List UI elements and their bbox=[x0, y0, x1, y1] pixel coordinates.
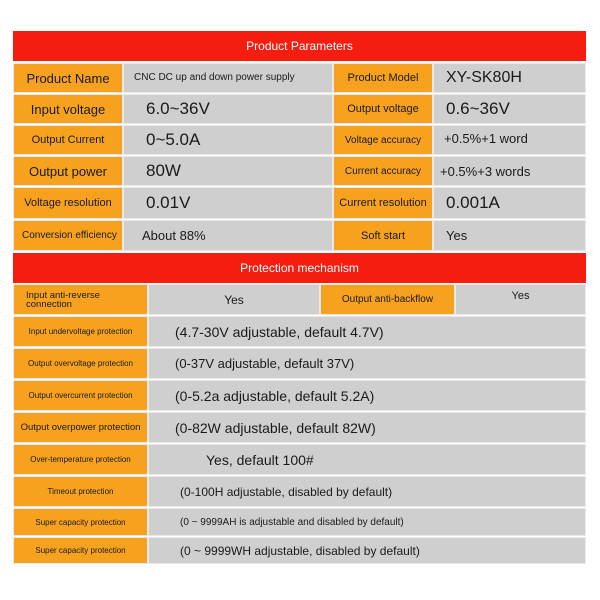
spec-sheet bbox=[13, 31, 586, 564]
param-label-input-voltage: Input voltage bbox=[13, 94, 123, 124]
prot-label-super-capacity-ah: Super capacity protection bbox=[13, 508, 148, 536]
param-label-output-voltage: Output voltage bbox=[333, 94, 433, 124]
prot-label-input-anti-reverse: Input anti-reverse connection bbox=[13, 284, 148, 315]
param-label-output-current: Output Current bbox=[13, 125, 123, 155]
prot-value-input-undervoltage: (4.7-30V adjustable, default 4.7V) bbox=[148, 316, 586, 347]
param-value-voltage-accuracy: +0.5%+1 word bbox=[433, 125, 586, 155]
prot-label-output-overcurrent: Output overcurrent protection bbox=[13, 380, 148, 411]
param-value-voltage-resolution: 0.01V bbox=[123, 187, 333, 219]
prot-label-over-temperature: Over-temperature protection bbox=[13, 444, 148, 475]
param-value-product-model: XY-SK80H bbox=[433, 63, 586, 93]
prot-value-output-overpower: (0-82W adjustable, default 82W) bbox=[148, 412, 586, 443]
param-value-input-voltage: 6.0~36V bbox=[123, 94, 333, 124]
param-value-soft-start: Yes bbox=[433, 220, 586, 251]
prot-value-output-overvoltage: (0-37V adjustable, default 37V) bbox=[148, 348, 586, 379]
param-value-conversion-efficiency: About 88% bbox=[123, 220, 333, 251]
param-label-conversion-efficiency: Conversion efficiency bbox=[13, 220, 123, 251]
param-value-product-name: CNC DC up and down power supply bbox=[123, 63, 333, 93]
parameters-banner: Product Parameters bbox=[13, 31, 586, 61]
param-label-soft-start: Soft start bbox=[333, 220, 433, 251]
prot-label-output-anti-backflow: Output anti-backflow bbox=[320, 284, 455, 315]
param-value-output-current: 0~5.0A bbox=[123, 125, 333, 155]
param-label-product-name: Product Name bbox=[13, 63, 123, 93]
param-label-current-resolution: Current resolution bbox=[333, 187, 433, 219]
prot-label-input-undervoltage: Input undervoltage protection bbox=[13, 316, 148, 347]
prot-value-over-temperature: Yes, default 100# bbox=[148, 444, 586, 475]
param-value-output-voltage: 0.6~36V bbox=[433, 94, 586, 124]
param-label-output-power: Output power bbox=[13, 156, 123, 186]
prot-label-super-capacity-wh: Super capacity protection bbox=[13, 537, 148, 564]
prot-value-super-capacity-wh: (0 ~ 9999WH adjustable, disabled by default) bbox=[148, 537, 586, 564]
param-value-current-accuracy: +0.5%+3 words bbox=[433, 156, 586, 186]
prot-label-timeout: Timeout protection bbox=[13, 476, 148, 507]
param-label-product-model: Product Model bbox=[333, 63, 433, 93]
prot-value-super-capacity-ah: (0 ~ 9999AH is adjustable and disabled by default) bbox=[148, 508, 586, 536]
prot-value-input-anti-reverse: Yes bbox=[148, 284, 320, 315]
prot-label-output-overpower: Output overpower protection bbox=[13, 412, 148, 443]
protection-banner: Protection mechanism bbox=[13, 253, 586, 283]
param-value-current-resolution: 0.001A bbox=[433, 187, 586, 219]
param-label-voltage-resolution: Voltage resolution bbox=[13, 187, 123, 219]
prot-label-output-overvoltage: Output overvoltage protection bbox=[13, 348, 148, 379]
prot-value-timeout: (0-100H adjustable, disabled by default) bbox=[148, 476, 586, 507]
param-label-current-accuracy: Current accuracy bbox=[333, 156, 433, 186]
param-value-output-power: 80W bbox=[123, 156, 333, 186]
prot-value-output-overcurrent: (0-5.2a adjustable, default 5.2A) bbox=[148, 380, 586, 411]
param-label-voltage-accuracy: Voltage accuracy bbox=[333, 125, 433, 155]
prot-value-output-anti-backflow: Yes bbox=[455, 284, 586, 315]
